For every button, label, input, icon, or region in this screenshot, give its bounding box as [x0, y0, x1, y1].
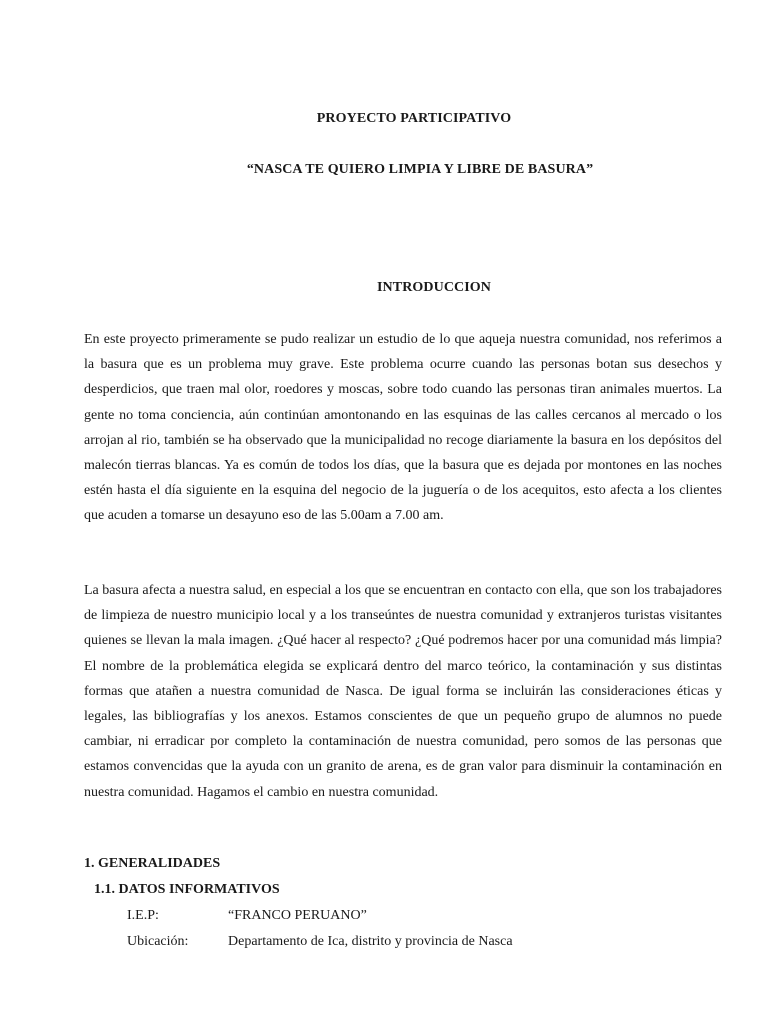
info-value: Departamento de Ica, distrito y provincia de Nasca [228, 934, 513, 949]
section-heading-introduccion: INTRODUCCION [377, 280, 491, 295]
intro-paragraph-2: La basura afecta a nuestra salud, en especial a los que se encuentran en contacto con ella, que son los trabajadores de limpieza de nuestro municipio local y a los transeúntes de nuestra comunidad y extranjeros turistas visitantes quienes se llevan la mala imagen. ¿Qué hacer al respecto? ¿Qué podremos hacer por una comunidad más limpia? El nombre de la problemática elegida se explicará dentro del marco teórico, la contaminación y sus distintas formas que atañen a nuestra comunidad de Nasca. De igual forma se incluirán las consideraciones éticas y legales, las bibliografías y los anexos. Estamos conscientes de que un pequeño grupo de alumnos no puede cambiar, ni erradicar por completo la contaminación de nuestra comunidad, pero somos de las personas que estamos convencidas que la ayuda con un granito de arena, es de gran valor para disminuir la contaminación en nuestra comunidad. Hagamos el cambio en nuestra comunidad. [84, 583, 722, 800]
info-label: I.E.P: [127, 908, 159, 923]
section-heading-generalidades: 1. GENERALIDADES [84, 856, 221, 871]
subsection-heading-datos-informativos: 1.1. DATOS INFORMATIVOS [94, 882, 280, 897]
document-title: PROYECTO PARTICIPATIVO [316, 111, 512, 126]
info-label: Ubicación: [127, 934, 189, 949]
intro-paragraph-1: En este proyecto primeramente se pudo realizar un estudio de lo que aqueja nuestra comunidad, nos referimos a la basura que es un problema muy grave. Este problema ocurre cuando las personas botan sus desechos y desperdicios, que traen mal olor, roedores y moscas, sobre todo cuando las personas tiran animales muertos. La gente no toma conciencia, aún continúan amontonando en las esquinas de las calles cercanos al mercado o los arrojan al rio, también se ha observado que la municipalidad no recoge diariamente la basura en los depósitos del malecón tierras blancas. Ya es común de todos los días, que la basura que es dejada por montones en las noches estén hasta el día siguiente en la esquina del negocio de la juguería o de los acequitos, esto afecta a los clientes que acuden a tomarse un desayuno eso de las 5.00am a 7.00 am. [84, 332, 722, 524]
info-row-ubicacion [127, 934, 727, 950]
document-subtitle: “NASCA TE QUIERO LIMPIA Y LIBRE DE BASURA” [246, 162, 594, 177]
info-row-iep [127, 908, 727, 924]
info-value: “FRANCO PERUANO” [228, 908, 367, 923]
